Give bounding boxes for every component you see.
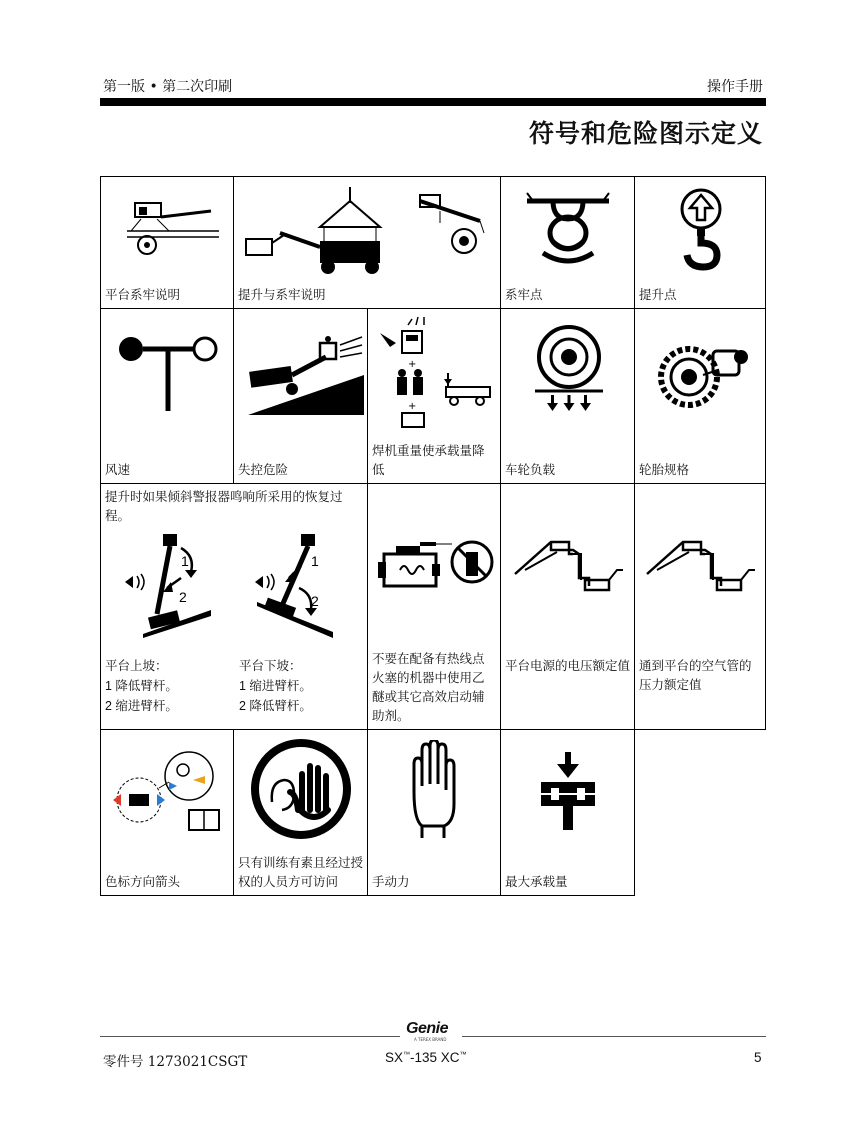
page-title: 符号和危险图示定义 (528, 119, 763, 148)
air-line-icon (643, 534, 757, 604)
downhill-caption (239, 656, 312, 716)
footer-rule (100, 1036, 400, 1037)
genie-logo: Genie (406, 1020, 448, 1037)
cell-caption: 提升点 (639, 287, 677, 302)
cell-air-line (634, 483, 766, 730)
tilt-step-number: 1 (311, 553, 319, 569)
wheel-load-icon (531, 323, 607, 413)
no-ether-icon (374, 534, 496, 598)
cell-caption: 通到平台的空气管的压力额定值 (639, 658, 752, 692)
model-name: SX™-135 XC™ (385, 1050, 467, 1065)
cell-voltage (500, 483, 635, 730)
uphill-caption (105, 656, 178, 716)
welder-weight-icon (376, 315, 496, 433)
tilt-step-number: 2 (179, 589, 187, 605)
cell-tie-point (500, 176, 635, 309)
tie-point-icon (523, 189, 613, 269)
svg-text:+: + (408, 401, 417, 412)
uphill-step: 2 缩进臂杆。 (105, 699, 178, 713)
lift-point-icon (671, 187, 735, 271)
cell-tilt-recovery (100, 483, 368, 730)
cell-caption: 平台系牢说明 (105, 287, 181, 302)
cell-caption: 手动力 (372, 874, 410, 889)
cell-caption: 只有训练有素且经过授权的人员方可访问 (238, 855, 364, 889)
cell-caption: 系牢点 (505, 287, 543, 302)
uphill-title: 平台上坡： (105, 658, 168, 673)
cell-authorized (233, 729, 368, 896)
cell-caption: 不要在配备有热线点火塞的机器中使用乙醚或其它高效启动辅助剂。 (372, 651, 485, 723)
wind-speed-icon (115, 333, 221, 413)
cell-direction-arrows (100, 729, 234, 896)
downhill-step: 1 缩进臂杆。 (239, 679, 312, 693)
cell-lift-tie (233, 176, 501, 309)
header-edition: 第一版 • 第二次印刷 (103, 79, 233, 95)
manual-force-icon (404, 740, 466, 840)
cell-platform-tie (100, 176, 234, 309)
cell-manual-force (367, 729, 501, 896)
uphill-recovery-icon (123, 530, 215, 640)
cell-caption: 失控危险 (238, 462, 289, 477)
page-number: 5 (754, 1050, 762, 1065)
max-load-icon (537, 752, 599, 832)
authorized-only-icon (250, 738, 352, 840)
downhill-recovery-icon (253, 530, 349, 640)
cell-caption: 色标方向箭头 (105, 874, 181, 889)
logo-tagline: A TEREX BRAND (414, 1037, 447, 1042)
direction-arrows-icon (109, 748, 227, 832)
cell-caption: 平台电源的电压额定值 (505, 658, 631, 673)
cell-welder (367, 308, 501, 484)
lift-tie-icon (240, 183, 496, 279)
footer-rule (462, 1036, 766, 1037)
svg-text:+: + (408, 359, 417, 370)
cell-caption: 轮胎规格 (639, 462, 690, 477)
platform-voltage-icon (511, 534, 625, 604)
cell-wind (100, 308, 234, 484)
cell-caption: 最大承载量 (505, 874, 568, 889)
cell-caption: 风速 (105, 462, 131, 477)
tilt-step-number: 2 (311, 593, 319, 609)
tilt-step-number: 1 (181, 553, 189, 569)
tire-spec-icon (655, 331, 751, 411)
cell-lift-point (634, 176, 766, 309)
part-number: 零件号 1273021CSGT (103, 1054, 248, 1070)
downhill-step: 2 降低臂杆。 (239, 699, 312, 713)
cell-caption: 焊机重量使承载量降低 (372, 443, 485, 477)
cell-caption: 车轮负载 (505, 462, 556, 477)
cell-ether (367, 483, 501, 730)
uphill-step: 1 降低臂杆。 (105, 679, 178, 693)
platform-tie-icon (121, 191, 221, 267)
cell-max-load (500, 729, 635, 896)
tilt-intro: 提升时如果倾斜警报器鸣响所采用的恢复过程。 (105, 489, 343, 523)
header-bar (100, 98, 766, 106)
runaway-icon (244, 335, 368, 421)
header-manual: 操作手册 (707, 79, 763, 95)
cell-caption: 提升与系牢说明 (238, 287, 326, 302)
downhill-title: 平台下坡： (239, 658, 302, 673)
cell-wheel-load (500, 308, 635, 484)
cell-tire-spec (634, 308, 766, 484)
